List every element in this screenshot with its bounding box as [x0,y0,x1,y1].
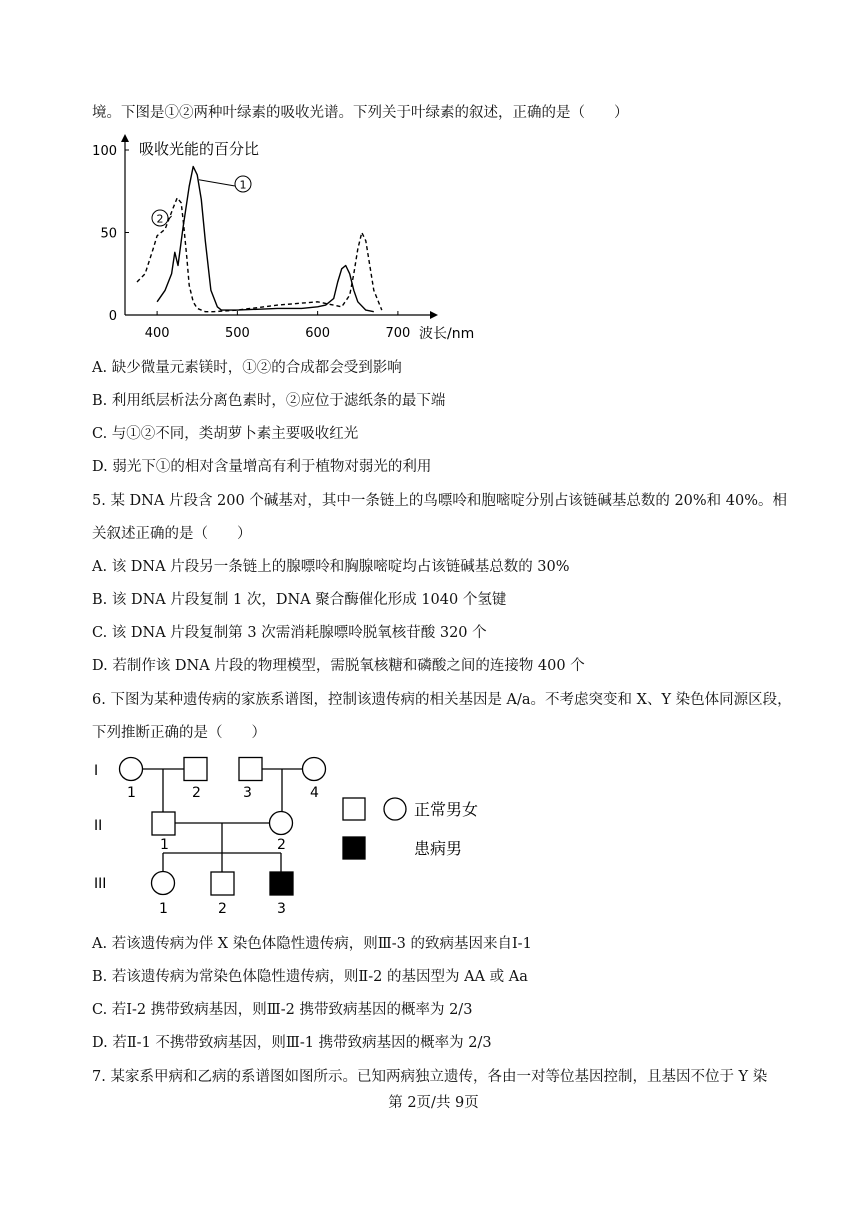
pedigree-I-3-male [239,758,262,781]
q6-option-a: A. 若该遗传病为伴 X 染色体隐性遗传病，则Ⅲ-3 的致病基因来自Ⅰ-1 [92,936,532,952]
y-tick-label: 100 [92,144,117,159]
series-1-label: 1 [239,178,247,192]
y-axis-arrow [121,134,129,142]
III-3-number: 3 [277,901,286,917]
q6-stem-line-1: 6. 下图为某种遗传病的家族系谱图，控制该遗传病的相关基因是 A/a。不考虑突变和 X、Y 染色体同源区段， [92,692,792,708]
pedigree-I-2-male [184,758,207,781]
q5-stem-line-2: 关叙述正确的是（ ） [92,526,252,542]
I-3-number: 3 [243,785,252,801]
pedigree-III-1-female [152,872,175,895]
x-tick-label: 600 [305,326,331,341]
q6-option-b: B. 若该遗传病为常染色体隐性遗传病，则Ⅱ-2 的基因型为 AA 或 Aa [92,969,528,985]
generation-label-1: I [94,763,99,779]
q6-option-c: C. 若Ⅰ-2 携带致病基因，则Ⅲ-2 携带致病基因的概率为 2/3 [92,1002,473,1018]
pedigree-I-1-female [120,758,143,781]
legend-affected-label: 患病男 [414,839,463,858]
y-tick-label: 50 [100,226,117,242]
III-2-number: 2 [218,901,227,917]
q6-option-d: D. 若Ⅱ-1 不携带致病基因，则Ⅲ-1 携带致病基因的概率为 2/3 [92,1035,492,1051]
I-2-number: 2 [192,785,201,801]
legend-normal-label: 正常男女 [414,800,479,819]
absorption-spectrum-chart [90,130,510,350]
legend-normal-female-symbol [384,798,406,820]
series-line-2 [137,198,382,312]
II-2-number: 2 [277,837,286,853]
q4-option-b: B. 利用纸层析法分离色素时，②应位于滤纸条的最下端 [92,393,446,409]
legend-affected-male-symbol [343,837,365,859]
series-1-leader [199,180,235,186]
x-axis-arrow [430,311,438,319]
q5-option-b: B. 该 DNA 片段复制 1 次，DNA 聚合酶催化形成 1040 个氢键 [92,592,507,608]
x-axis-label: 波长/nm [419,326,475,342]
chart-title: 吸收光能的百分比 [139,140,260,158]
q7-stem-line-1: 7. 某家系甲病和乙病的系谱图如图所示。已知两病独立遗传，各由一对等位基因控制，且基因不位于 Y 染 [92,1069,768,1085]
pedigree-III-2-male [211,872,234,895]
pedigree-I-4-female [303,758,326,781]
x-tick-label: 400 [144,326,170,341]
series-2-label: 2 [156,212,164,226]
page-footer: 第 2页/共 9页 [388,1095,479,1111]
q5-stem-line-1: 5. 某 DNA 片段含 200 个碱基对，其中一条链上的鸟嘌呤和胞嘧啶分别占该链碱基总数的 20%和 40%。相 [92,493,788,509]
III-1-number: 1 [159,901,168,917]
q4-option-c: C. 与①②不同，类胡萝卜素主要吸收红光 [92,426,359,442]
x-tick-label: 500 [224,326,250,341]
q5-option-c: C. 该 DNA 片段复制第 3 次需消耗腺嘌呤脱氧核苷酸 320 个 [92,625,487,641]
generation-label-2: II [94,818,103,834]
q5-option-d: D. 若制作该 DNA 片段的物理模型，需脱氧核糖和磷酸之间的连接物 400 个 [92,658,585,674]
generation-label-3: III [94,876,107,892]
q4-option-a: A. 缺少微量元素镁时，①②的合成都会受到影响 [92,360,402,376]
I-1-number: 1 [127,785,136,801]
pedigree-III-3-affected-male [270,872,293,895]
q6-stem-line-2: 下列推断正确的是（ ） [92,725,266,741]
q4-stem: 境。下图是①②两种叶绿素的吸收光谱。下列关于叶绿素的叙述，正确的是（ ） [92,105,629,121]
q4-option-d: D. 弱光下①的相对含量增高有利于植物对弱光的利用 [92,459,432,475]
II-1-number: 1 [160,837,169,853]
pedigree-II-2-female [270,812,293,835]
q5-option-a: A. 该 DNA 片段另一条链上的腺嘌呤和胸腺嘧啶均占该链碱基总数的 30% [92,559,570,575]
x-tick-label: 700 [385,326,411,341]
legend-normal-male-symbol [343,798,365,820]
y-tick-label: 0 [108,309,117,324]
pedigree-II-1-male [152,812,175,835]
series-2-leader [168,216,172,220]
pedigree-diagram [88,750,518,920]
I-4-number: 4 [310,785,319,801]
